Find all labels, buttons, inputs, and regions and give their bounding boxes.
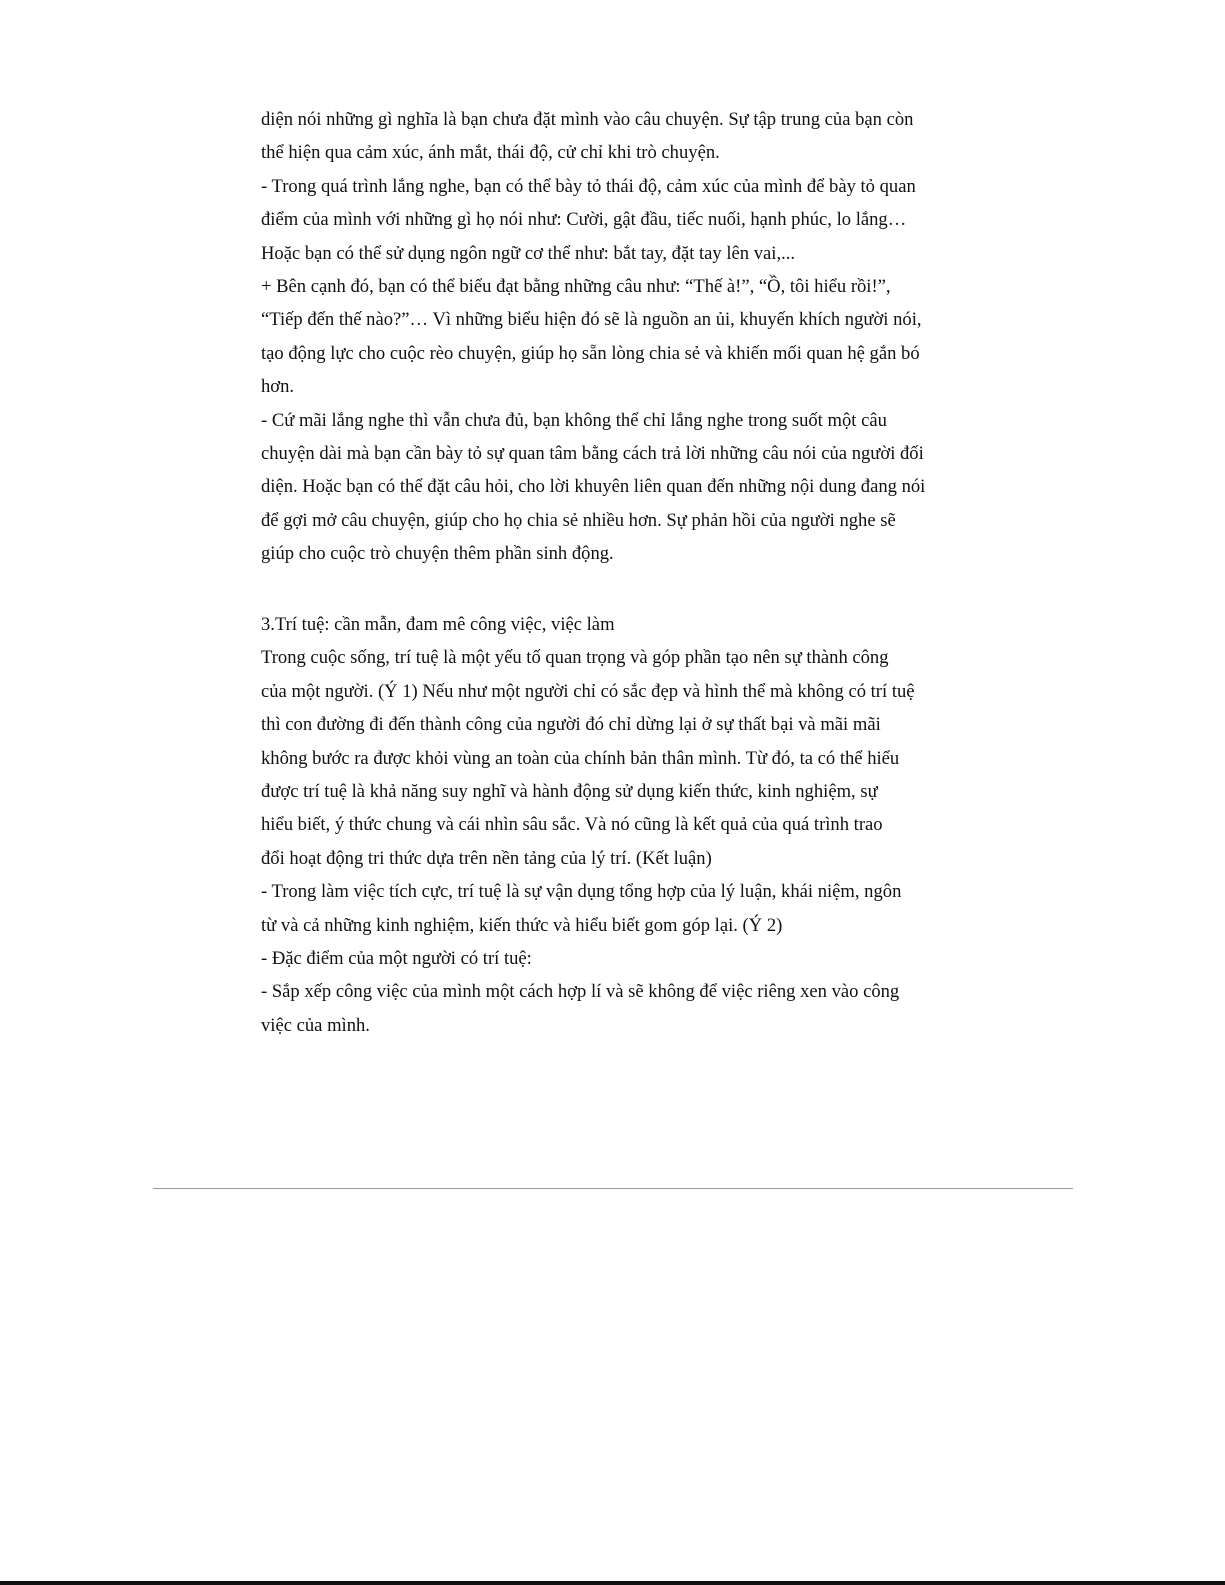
text-line: diện nói những gì nghĩa là bạn chưa đặt mình vào câu chuyện. Sự tập trung của bạn còn <box>261 109 914 130</box>
text-line: - Sắp xếp công việc của mình một cách hợp lí và sẽ không để việc riêng xen vào công <box>261 981 900 1003</box>
paragraph-block-intellect <box>261 608 961 1042</box>
text-line: giúp cho cuộc trò chuyện thêm phần sinh động. <box>261 543 614 565</box>
text-line: chuyện dài mà bạn cần bày tỏ sự quan tâm bằng cách trả lời những câu nói của người đối <box>261 443 924 465</box>
text-line: để gợi mở câu chuyện, giúp cho họ chia sẻ nhiều hơn. Sự phản hồi của người nghe sẽ <box>261 509 896 531</box>
text-line: Trong cuộc sống, trí tuệ là một yếu tố quan trọng và góp phần tạo nên sự thành công <box>261 647 889 669</box>
text-line: - Cứ mãi lắng nghe thì vẫn chưa đủ, bạn không thể chỉ lắng nghe trong suốt một câu <box>261 409 887 431</box>
text-line: hiểu biết, ý thức chung và cái nhìn sâu sắc. Và nó cũng là kết quả của quá trình trao <box>261 814 883 836</box>
text-line: điểm của mình với những gì họ nói như: Cười, gật đầu, tiếc nuối, hạnh phúc, lo lắng… <box>261 209 907 231</box>
text-line: - Đặc điểm của một người có trí tuệ: <box>261 948 532 970</box>
text-line: Hoặc bạn có thể sử dụng ngôn ngữ cơ thể như: bắt tay, đặt tay lên vai,... <box>261 242 796 264</box>
page-divider <box>153 1188 1073 1189</box>
text-line: của một người. (Ý 1) Nếu như một người chỉ có sắc đẹp và hình thể mà không có trí tuệ <box>261 680 915 702</box>
text-line: thì con đường đi đến thành công của người đó chỉ dừng lại ở sự thất bại và mãi mãi <box>261 714 881 736</box>
text-line: thể hiện qua cảm xúc, ánh mắt, thái độ, cử chỉ khi trò chuyện. <box>261 142 720 164</box>
text-line: - Trong làm việc tích cực, trí tuệ là sự vận dụng tổng hợp của lý luận, khái niệm, ngôn <box>261 881 902 903</box>
text-line: từ và cả những kinh nghiệm, kiến thức và hiểu biết gom góp lại. (Ý 2) <box>261 914 783 936</box>
text-line: diện. Hoặc bạn có thể đặt câu hỏi, cho lời khuyên liên quan đến những nội dung đang nói <box>261 476 926 498</box>
text-line: - Trong quá trình lắng nghe, bạn có thể bày tỏ thái độ, cảm xúc của mình để bày tỏ quan <box>261 175 916 197</box>
text-line: không bước ra được khỏi vùng an toàn của chính bản thân mình. Từ đó, ta có thể hiểu <box>261 747 900 769</box>
text-line: hơn. <box>261 376 295 398</box>
page-bottom-edge <box>0 1581 1225 1585</box>
text-line: việc của mình. <box>261 1014 370 1036</box>
paragraph-block-listening <box>261 103 961 571</box>
text-line: được trí tuệ là khả năng suy nghĩ và hành động sử dụng kiến thức, kinh nghiệm, sự <box>261 781 878 803</box>
section-heading: 3.Trí tuệ: cần mẫn, đam mê công việc, việc làm <box>261 614 615 635</box>
text-line: + Bên cạnh đó, bạn có thể biểu đạt bằng những câu như: “Thế à!”, “Ồ, tôi hiểu rồi!”, <box>261 276 891 298</box>
text-line: đổi hoạt động tri thức dựa trên nền tảng của lý trí. (Kết luận) <box>261 847 712 869</box>
text-line: “Tiếp đến thế nào?”… Vì những biểu hiện đó sẽ là nguồn an ủi, khuyến khích người nói, <box>261 309 922 331</box>
text-line: tạo động lực cho cuộc rèo chuyện, giúp họ sẵn lòng chia sẻ và khiến mối quan hệ gắn bó <box>261 342 920 364</box>
